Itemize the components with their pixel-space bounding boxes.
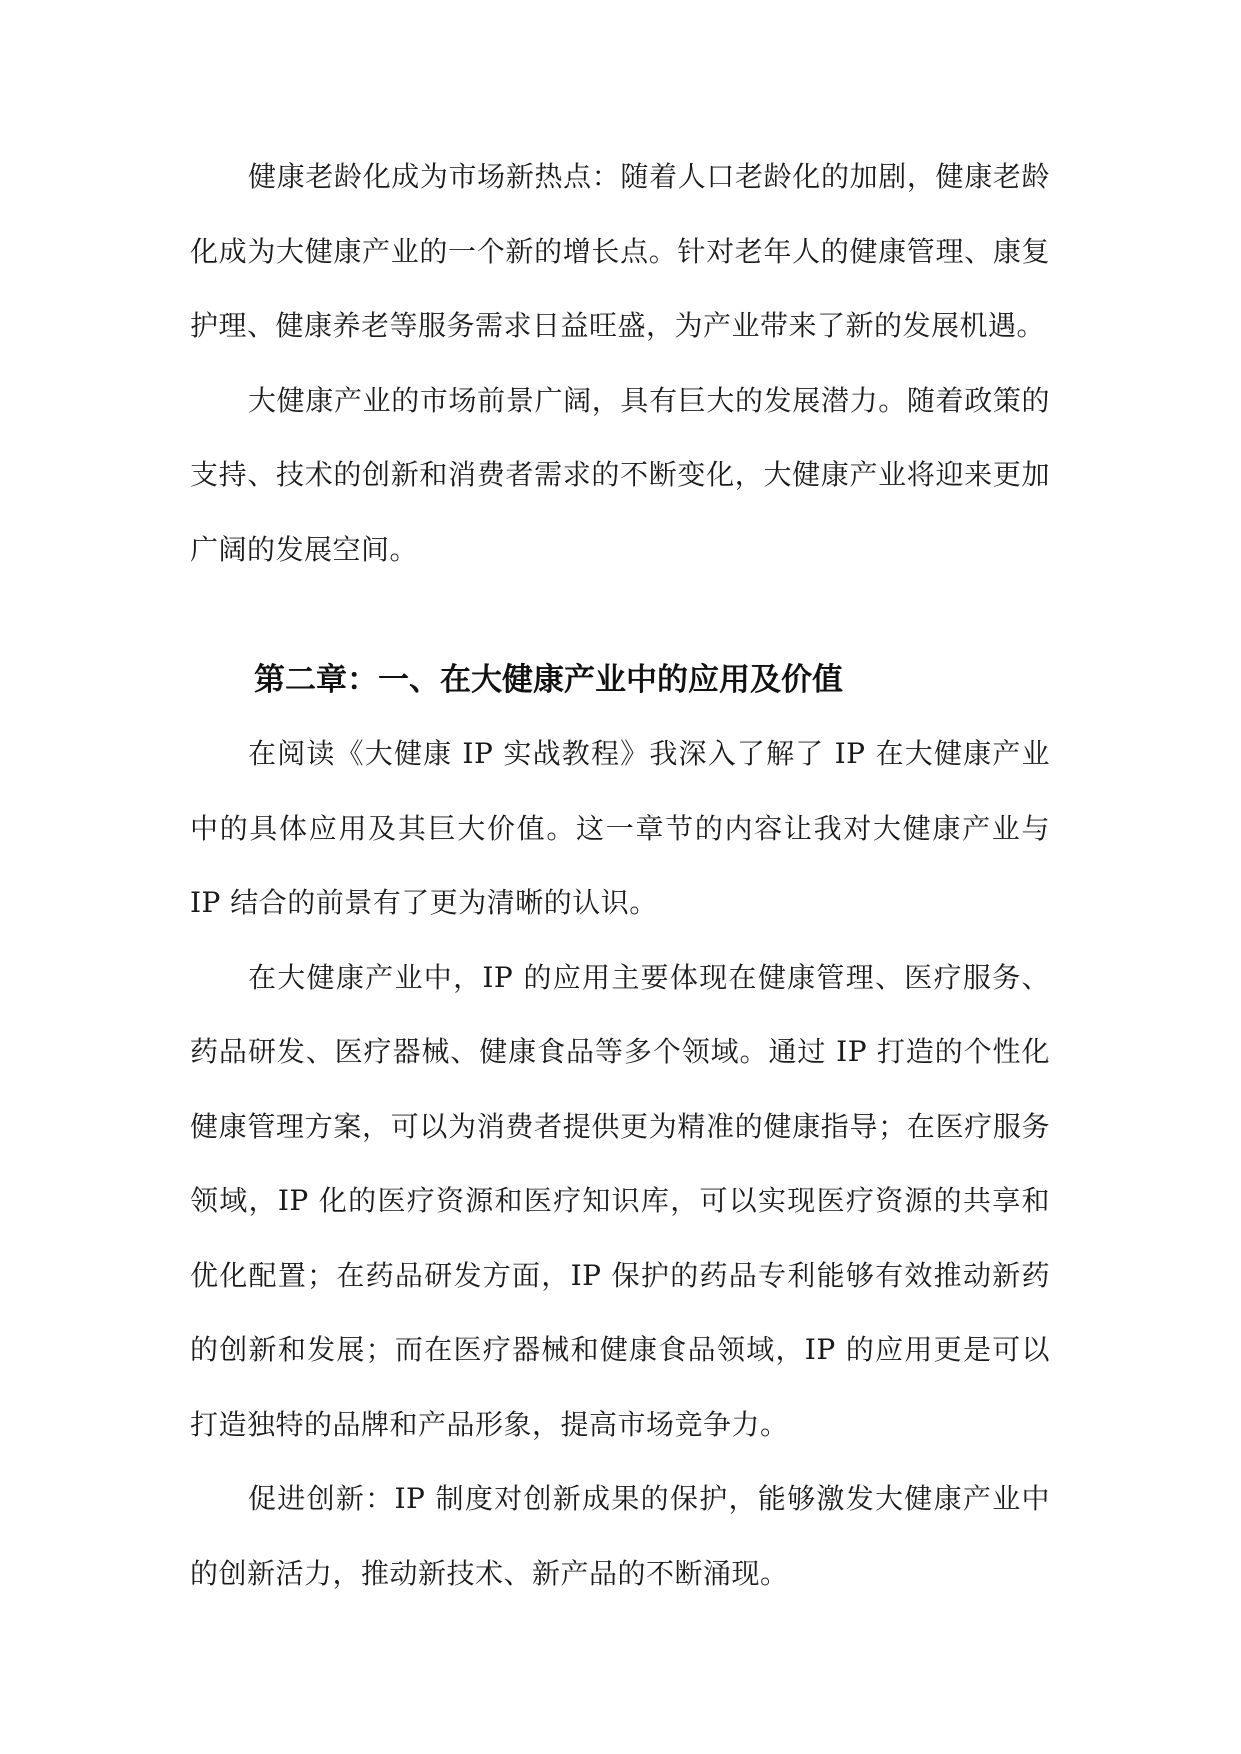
paragraph-ip-applications: 在大健康产业中，IP 的应用主要体现在健康管理、医疗服务、药品研发、医疗器械、健康食品等多个领域。通过 IP 打造的个性化健康管理方案，可以为消费者提供更为精准的健康指导；在医疗服务领域，IP 化的医疗资源和医疗知识库，可以实现医疗资源的共享和优化配置；在药品研发方面，IP 保护的药品专利能够有效推动新药的创新和发展；而在医疗器械和健康食品领域，IP 的应用更是可以打造独特的品牌和产品形象，提高市场竞争力。 [190, 960, 1050, 1441]
paragraph-healthy-aging: 健康老龄化成为市场新热点：随着人口老龄化的加剧，健康老龄化成为大健康产业的一个新的增长点。针对老年人的健康管理、康复护理、健康养老等服务需求日益旺盛，为产业带来了新的发展机遇。 [190, 160, 1050, 342]
document-body [190, 140, 1050, 1611]
paragraph-market-prospects: 大健康产业的市场前景广阔，具有巨大的发展潜力。随着政策的支持、技术的创新和消费者需求的不断变化，大健康产业将迎来更加广阔的发展空间。 [190, 383, 1050, 566]
paragraph-reading-intro: 在阅读《大健康 IP 实战教程》我深入了解了 IP 在大健康产业中的具体应用及其巨大价值。这一章节的内容让我对大健康产业与 IP 结合的前景有了更为清晰的认识。 [190, 737, 1050, 919]
chapter-heading: 第二章：一、在大健康产业中的应用及价值 [254, 662, 843, 698]
paragraph-promote-innovation: 促进创新：IP 制度对创新成果的保护，能够激发大健康产业中的创新活力，推动新技术、新产品的不断涌现。 [190, 1482, 1050, 1590]
